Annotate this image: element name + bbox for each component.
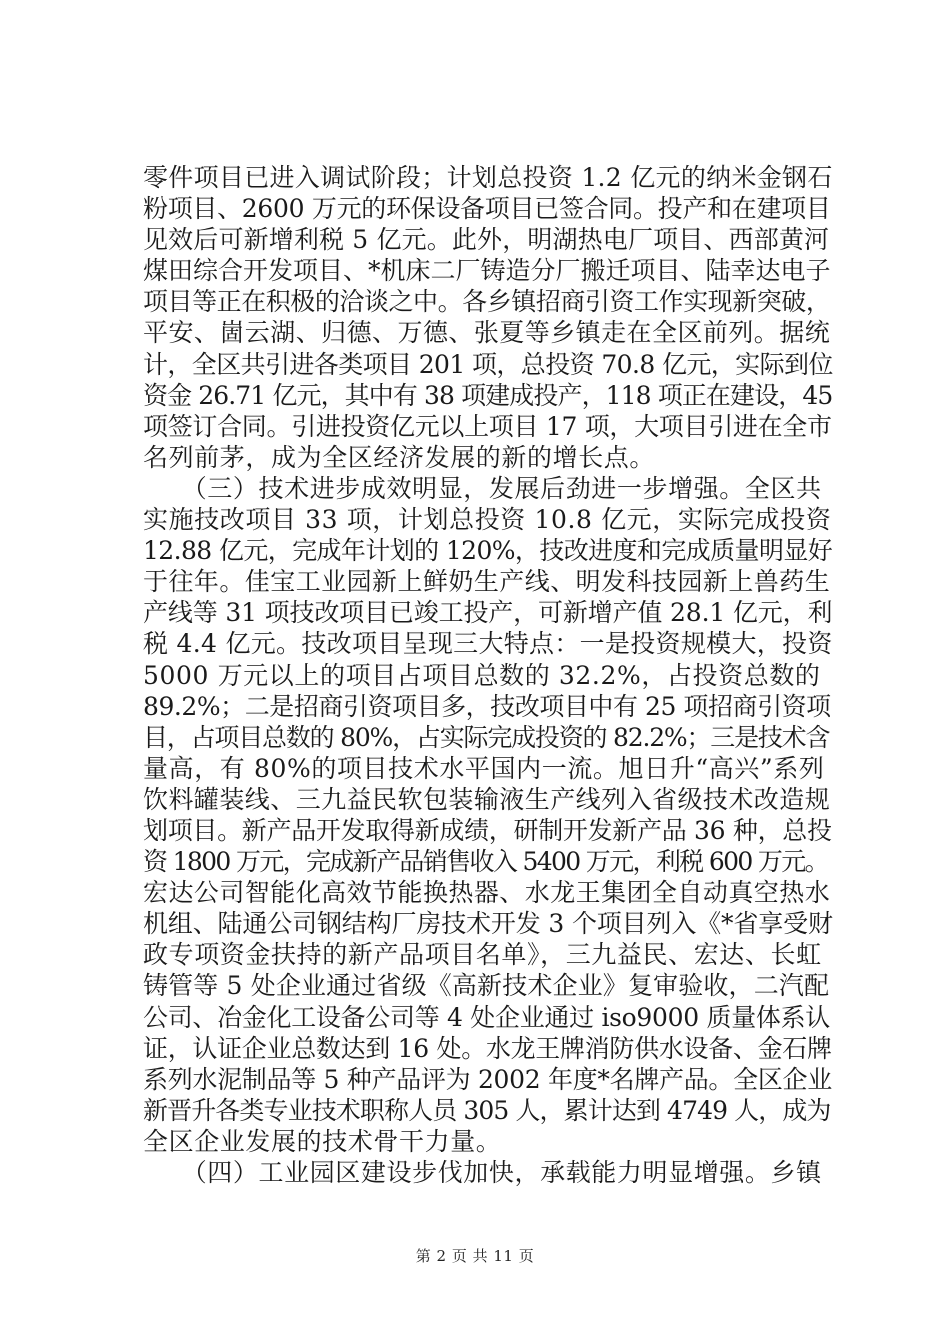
text-line: 资金 26.71 亿元，其中有 38 项建成投产，118 项正在建设，45 [143,380,833,410]
text-line: 项签订合同。引进投资亿元以上项目 17 项，大项目引进在全市 [143,411,832,441]
text-line: 于往年。佳宝工业园新上鲜奶生产线、明发科技园新上兽药生 [143,567,831,597]
text-line: 公司、冶金化工设备公司等 4 处企业通过 iso9000 质量体系认 [143,1002,830,1032]
text-line: 税 4.4 亿元。技改项目呈现三大特点：一是投资规模大，投资 [143,629,833,659]
text-line: 12.88 亿元，完成年计划的 120%，技改进度和完成质量明显好 [143,536,833,566]
text-line: 见效后可新增利税 5 亿元。此外，明湖热电厂项目、西部黄河 [143,225,830,255]
text-line: 资 1800 万元，完成新产品销售收入 5400 万元，利税 600 万元。 [143,847,828,877]
page-number-footer: 第 2 页 共 11 页 [415,1247,535,1265]
text-line: 饮料罐装线、三九益民软包装输液生产线列入省级技术改造规 [143,784,831,814]
text-line: 全区企业发展的技术骨干力量。 [143,1126,502,1156]
paragraph-heading-line: （四）工业园区建设步伐加快，承载能力明显增强。乡镇 [143,1158,822,1187]
text-line: 新晋升各类专业技术职称人员 305 人，累计达到 4749 人，成为 [143,1095,831,1125]
text-line: 目，占项目总数的 80%，占实际完成投资的 82.2%；三是技术含 [143,722,830,752]
text-line: 实施技改项目 33 项，计划总投资 10.8 亿元，实际完成投资 [143,505,832,535]
text-line: 证，认证企业总数达到 16 处。水龙王牌消防供水设备、金石牌 [143,1033,832,1063]
text-line: 项目等正在积极的洽谈之中。各乡镇招商引资工作实现新突破， [143,287,831,317]
text-line: 产线等 31 项技改项目已竣工投产，可新增产值 28.1 亿元，利 [143,598,833,628]
paragraph-heading-line: （三）技术进步成效明显，发展后劲进一步增强。全区共 [143,473,822,503]
text-line: 铸管等 5 处企业通过省级《高新技术企业》复审验收，二汽配 [143,971,830,1001]
text-line: 5000 万元以上的项目占项目总数的 32.2%，占投资总数的 [143,660,821,690]
text-line: 平安、崮云湖、归德、万德、张夏等乡镇走在全区前列。据统 [143,318,831,348]
text-line: 划项目。新产品开发取得新成绩，研制开发新产品 36 种，总投 [143,815,832,845]
body-text [143,162,833,1188]
text-line: 量高，有 80%的项目技术水平国内一流。旭日升“高兴”系列 [143,753,825,783]
text-line: 机组、陆通公司钢结构厂房技术开发 3 个项目列入《*省享受财 [143,909,833,939]
text-line: 政专项资金扶持的新产品项目名单》，三九益民、宏达、长虹 [143,940,822,970]
text-line: 89.2%；二是招商引资项目多，技改项目中有 25 项招商引资项 [143,691,831,721]
text-line: 名列前茅，成为全区经济发展的新的增长点。 [143,442,656,472]
text-line: 系列水泥制品等 5 种产品评为 2002 年度*名牌产品。全区企业 [143,1064,832,1094]
text-line: 宏达公司智能化高效节能换热器、水龙王集团全自动真空热水 [143,878,831,908]
text-line: 零件项目已进入调试阶段；计划总投资 1.2 亿元的纳米金钢石 [143,163,833,192]
text-line: 计，全区共引进各类项目 201 项，总投资 70.8 亿元，实际到位 [143,349,833,379]
text-line: 煤田综合开发项目、*机床二厂铸造分厂搬迁项目、陆幸达电子 [143,256,831,286]
text-line: 粉项目、2600 万元的环保设备项目已签合同。投产和在建项目 [143,194,831,224]
